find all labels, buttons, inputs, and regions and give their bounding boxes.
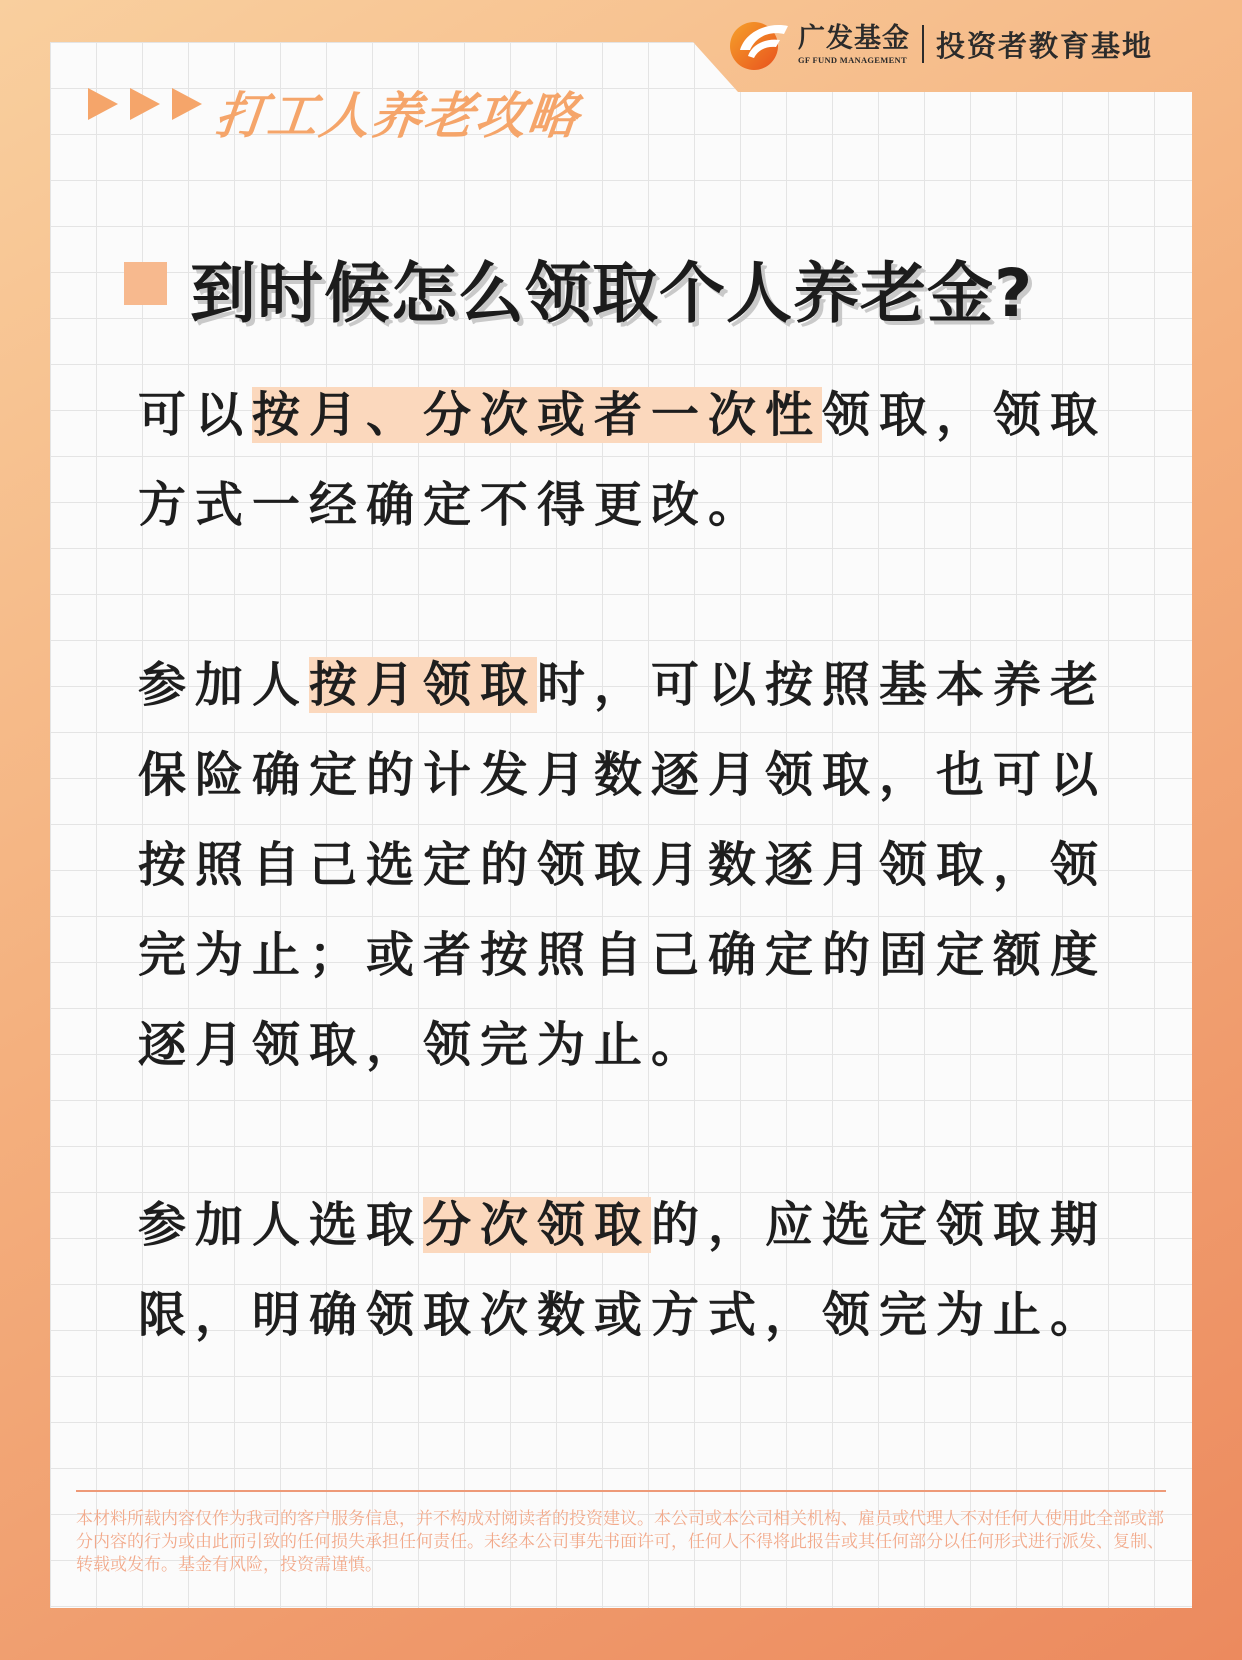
highlight-text: 分次领取 <box>423 1197 652 1253</box>
paragraph-text: 的，应选定领取期限，明确领取次数或方式，领完为止。 <box>138 1197 1108 1343</box>
paragraph-text: 时，可以按照基本养老保险确定的计发月数逐月领取，也可以按照自己选定的领取月数逐月领取，领完为止；或者按照自己确定的固定额度逐月领取，领完为止。 <box>138 657 1108 1073</box>
brand-header <box>726 16 1153 72</box>
brand-divider <box>922 25 924 63</box>
footer-divider <box>76 1490 1166 1492</box>
brand-name: 广发基金 <box>798 23 910 54</box>
question-title: 到时候怎么领取个人养老金? <box>190 255 1034 332</box>
brand-text <box>798 23 910 65</box>
paragraph-text: 参加人选取 <box>138 1197 424 1253</box>
series-title: 打工人养老攻略 <box>212 87 583 145</box>
title-marker <box>124 262 167 305</box>
paragraph-3 <box>138 1180 1118 1360</box>
highlight-text: 按月、分次或者一次性 <box>252 387 823 443</box>
paragraph-text: 可以 <box>138 387 253 443</box>
highlight-text: 按月领取 <box>309 657 538 713</box>
paragraph-text: 领取，领取方式一经确定不得更改。 <box>138 387 1108 533</box>
paragraph-1 <box>138 370 1118 550</box>
brand-subtitle: 投资者教育基地 <box>936 28 1154 63</box>
paragraph-2 <box>138 640 1118 1090</box>
brand-name-en: GF FUND MANAGEMENT <box>798 55 907 65</box>
triple-arrow-icon <box>88 86 208 122</box>
paragraph-text: 参加人 <box>138 657 310 713</box>
disclaimer-text: 本材料所载内容仅作为我司的客户服务信息，并不构成对阅读者的投资建议。本公司或本公司相关机构、雇员或代理人不对任何人使用此全部或部分内容的行为或由此而引致的任何损失承担任何责任。未经本公司事先书面许可，任何人不得将此报告或其任何部分以任何形式进行派发、复制、转载或发布。基金有风险，投资需谨慎。 <box>76 1509 1164 1575</box>
gf-logo-icon <box>726 16 790 72</box>
